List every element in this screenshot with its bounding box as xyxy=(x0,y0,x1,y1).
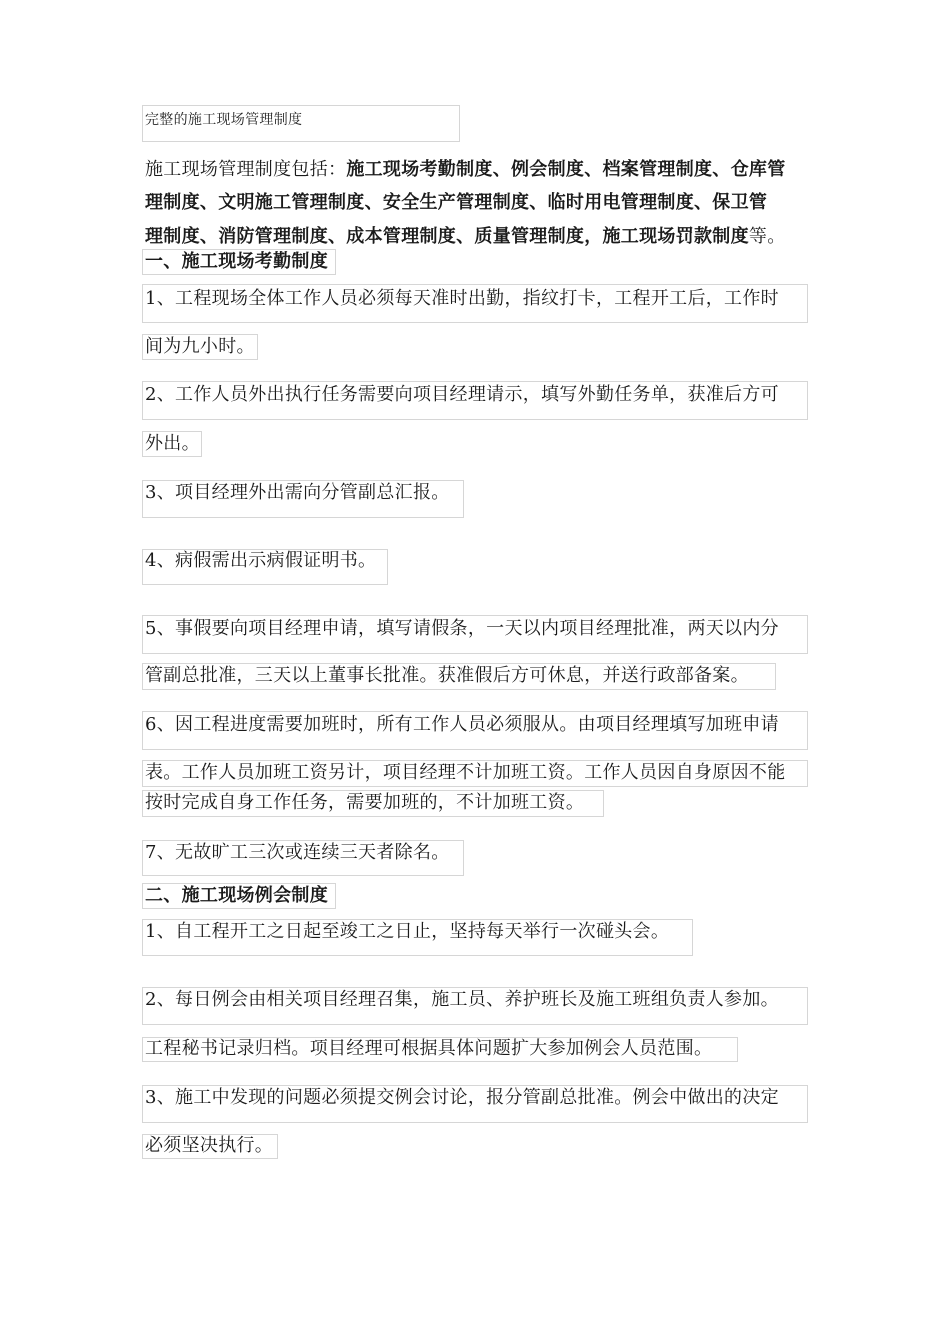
intro-bold-3: 理制度、消防管理制度、成本管理制度、质量管理制度，施工现场罚款制度 xyxy=(145,226,749,247)
s1-line-1: 1、工程现场全体工作人员必须每天准时出勤，指纹打卡，工程开工后，工作时 xyxy=(145,288,779,309)
s2-line-1: 1、自工程开工之日起至竣工之日止，坚持每天举行一次碰头会。 xyxy=(145,921,670,942)
s2-line-5: 必须坚决执行。 xyxy=(145,1135,274,1156)
s1-line-10: 表。工作人员加班工资另计，项目经理不计加班工资。工作人员因自身原因不能 xyxy=(145,762,786,783)
s1-line-7: 5、事假要向项目经理申请，填写请假条，一天以内项目经理批准，两天以内分 xyxy=(145,618,779,639)
s1-line-5: 3、项目经理外出需向分管副总汇报。 xyxy=(145,482,450,503)
intro-line-2: 理制度、文明施工管理制度、安全生产管理制度、临时用电管理制度、保卫管 xyxy=(145,192,768,213)
intro-line-1 xyxy=(145,158,786,182)
s1-line-9: 6、因工程进度需要加班时，所有工作人员必须服从。由项目经理填写加班申请 xyxy=(145,714,779,735)
s2-line-4: 3、施工中发现的问题必须提交例会讨论，报分管副总批准。例会中做出的决定 xyxy=(145,1087,779,1108)
intro-prefix: 施工现场管理制度包括： xyxy=(145,159,347,180)
intro-suffix: 等。 xyxy=(748,226,786,247)
s1-line-3: 2、工作人员外出执行任务需要向项目经理请示，填写外勤任务单，获准后方可 xyxy=(145,384,779,405)
s1-line-6: 4、病假需出示病假证明书。 xyxy=(145,550,377,571)
section1-heading: 一、施工现场考勤制度 xyxy=(145,251,328,272)
s1-line-8: 管副总批准，三天以上董事长批准。获准假后方可休息，并送行政部备案。 xyxy=(145,665,749,686)
s1-line-4: 外出。 xyxy=(145,433,200,454)
s2-line-3: 工程秘书记录归档。项目经理可根据具体问题扩大参加例会人员范围。 xyxy=(145,1038,713,1059)
s2-line-2: 2、每日例会由相关项目经理召集，施工员、养护班长及施工班组负责人参加。 xyxy=(145,989,779,1010)
document-title: 完整的施工现场管理制度 xyxy=(145,112,303,128)
section2-heading: 二、施工现场例会制度 xyxy=(145,885,328,906)
s1-line-11: 按时完成自身工作任务，需要加班的，不计加班工资。 xyxy=(145,792,585,813)
s1-line-2: 间为九小时。 xyxy=(145,336,255,357)
intro-bold-1: 施工现场考勤制度、例会制度、档案管理制度、仓库管 xyxy=(346,159,786,180)
intro-line-3 xyxy=(145,225,786,249)
s1-line-12: 7、无故旷工三次或连续三天者除名。 xyxy=(145,842,450,863)
